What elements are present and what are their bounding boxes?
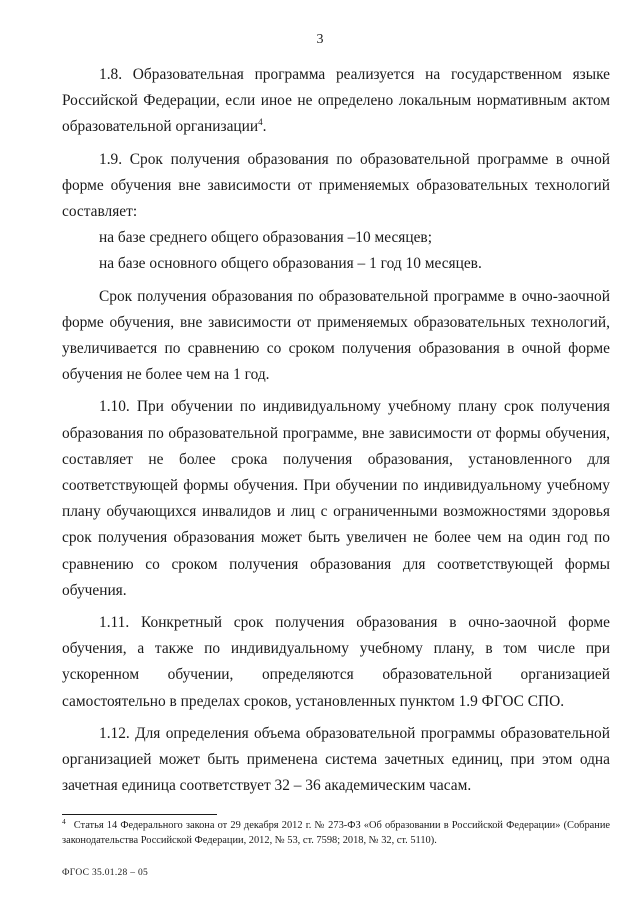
footnote-text: Статья 14 Федерального закона от 29 декабря 2012 г. № 273-ФЗ «Об образовании в Российской Федерации» (Собрание законодательства Российской Федерации, 2012, № 53, ст. 7598; 2018, № 32, ст. 5110).: [62, 820, 610, 846]
list-item-secondary-general: на базе среднего общего образования –10 месяцев;: [99, 229, 432, 247]
footnote-reference: 4: [258, 117, 263, 128]
document-code: ФГОС 35.01.28 – 05: [62, 868, 149, 878]
document-body: [62, 62, 610, 799]
paragraph-1-8-text: 1.8. Образовательная программа реализуется на государственном языке Российской Федерации, если иное не определено локальным нормативным актом образовательной организации: [62, 66, 610, 136]
paragraph-1-11: 1.11. Конкретный срок получения образования в очно-заочной форме обучения, а также по индивидуальному учебному плану, в том числе при ускоренном обучении, определяются образовательной организацией самостоятельно в пределах сроков, установленных пунктом 1.9 ФГОС СПО.: [62, 614, 610, 710]
list-item-basic-general: на базе основного общего образования – 1 год 10 месяцев.: [99, 255, 482, 273]
paragraph-1-12: 1.12. Для определения объема образовательной программы образовательной организацией может быть применена система зачетных единиц, при этом одна зачетная единица соответствует 32 – 36 академическим часам.: [62, 724, 610, 795]
page-number: 3: [316, 32, 324, 47]
paragraph-1-10: 1.10. При обучении по индивидуальному учебному плану срок получения образования по образовательной программе, вне зависимости от формы обучения, составляет не более срока получения образования, установленного для соответствующей формы обучения. При обучении по индивидуальному учебному плану обучающихся инвалидов и лиц с ограниченными возможностями здоровья срок получения образования может быть увеличен не более чем на один год по сравнению со сроком получения образования для соответствующей формы обучения.: [62, 398, 610, 599]
paragraph-1-9-part-time: Срок получения образования по образовательной программе в очно-заочной форме обучения, вне зависимости от применяемых образовательных технологий, увеличивается по сравнению со сроком получения образования в очной форме обучения не более чем на 1 год.: [62, 287, 610, 384]
paragraph-1-8: [62, 62, 610, 141]
footnote-mark: 4: [62, 816, 66, 826]
footnote-divider: [62, 814, 217, 815]
paragraph-1-8-end: .: [262, 118, 267, 136]
paragraph-1-9: 1.9. Срок получения образования по образовательной программе в очной форме обучения вне зависимости от применяемых образовательных технологий составляет:: [62, 150, 610, 221]
footnote: [62, 818, 610, 848]
